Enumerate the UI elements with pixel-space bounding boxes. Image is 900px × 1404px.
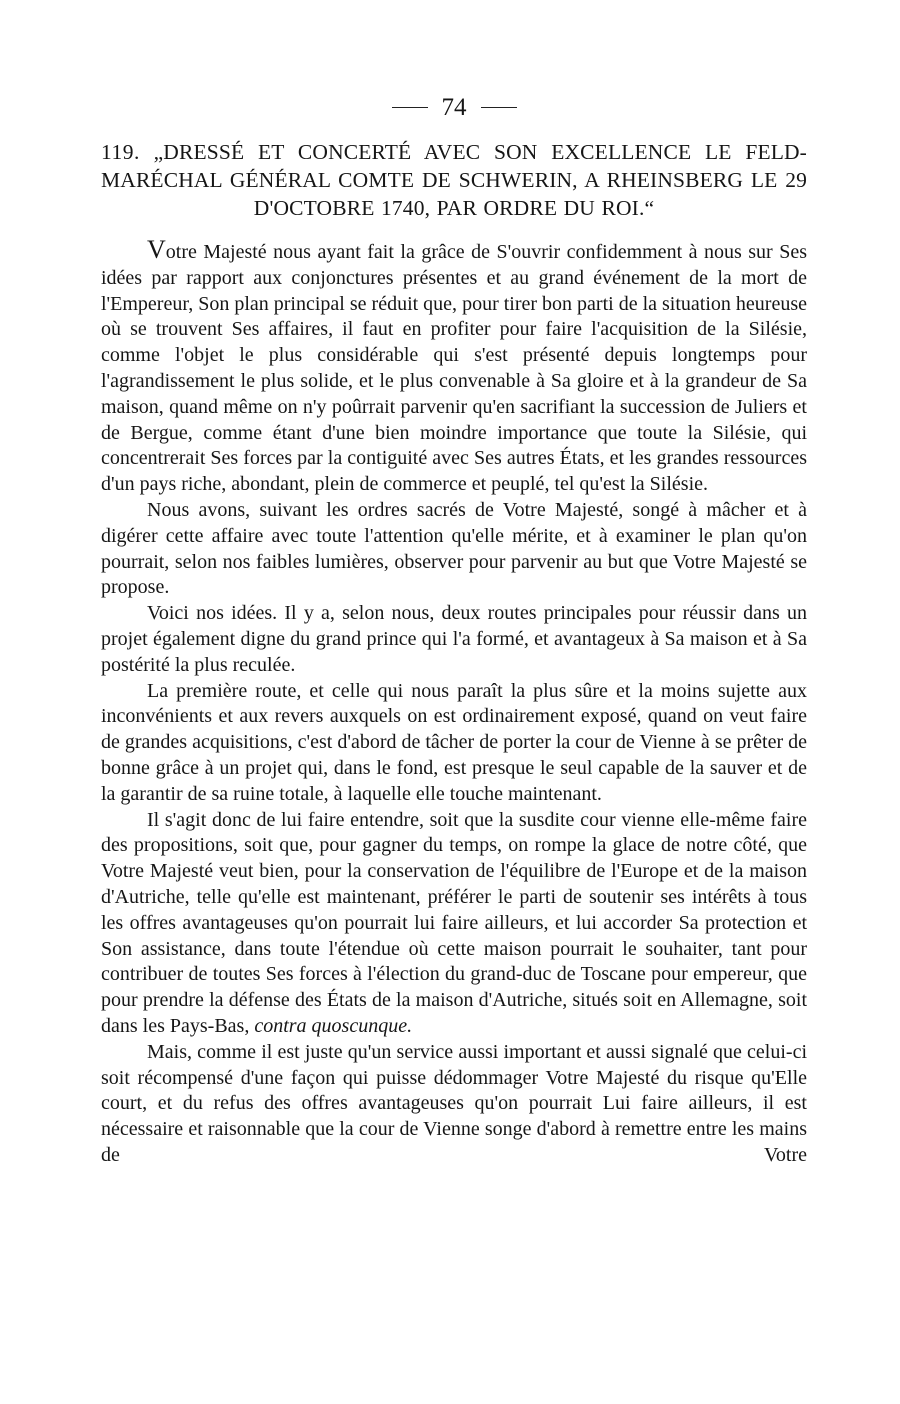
- paragraph-3: Voici nos idées. Il y a, selon nous, deux routes principales pour réussir dans un projet également digne du grand prince qui l'a formé, et avantageux à Sa maison et à Sa postérité la plus reculée.: [101, 602, 807, 676]
- italic-phrase: contra quoscunque.: [254, 1014, 413, 1037]
- body-text: [101, 235, 807, 1169]
- paragraph-5-text: Il s'agit donc de lui faire entendre, soit que la susdite cour vienne elle-même faire des propositions, soit que, pour gagner du temps, on rompe la glace de notre côté, que Votre Majesté veut bien, pour la conservation de l'équilibre de l'Europe et de la maison d'Autriche, telle qu'elle est maintenant, préférer le parti de soutenir ses intérêts à tous les offres avantageuses qu'on pourrait lui faire ailleurs, et lui accorder Sa protection et Son assistance, dans toute l'étendue où cette maison pourrait le souhaiter, tant pour contribuer de toutes Ses forces à l'élection du grand-duc de Toscane pour empereur, que pour prendre la défense des États de la maison d'Autriche, situés soit en Allemagne, soit dans les Pays-Bas,: [101, 808, 807, 1037]
- section-heading: [101, 138, 807, 222]
- section-number: 119.: [101, 140, 140, 164]
- page-header: [101, 92, 807, 126]
- paragraph-6: Mais, comme il est juste qu'un service aussi important et aussi signalé que celui-ci soit récompensé d'une façon qui puisse dédommager Votre Majesté du risque qu'Elle court, et du refus des offres avantageuses qu'on pourrait Lui faire ailleurs, il est nécessaire et raisonnable que la cour de Vienne songe d'abord à remettre entre les mains de Votre: [101, 1040, 807, 1166]
- initial-letter: V: [147, 235, 166, 264]
- paragraph-1: [101, 235, 807, 498]
- page: [101, 92, 807, 1169]
- paragraph-5: [101, 808, 807, 1040]
- paragraph-4: La première route, et celle qui nous paraît la plus sûre et la moins sujette aux inconvénients et aux revers auxquels on est ordinairement exposé, quand on veut faire de grandes acquisitions, c'est d'abord de tâcher de porter la cour de Vienne à se prêter de bonne grâce à un projet qui, dans le fond, est presque le seul capable de la sauver et de la garantir de sa ruine totale, à laquelle elle touche maintenant.: [101, 679, 807, 805]
- paragraph-2: Nous avons, suivant les ordres sacrés de Votre Majesté, songé à mâcher et à digérer cette affaire avec toute l'attention qu'elle mérite, et à examiner le plan qu'on pourrait, selon nos faibles lumières, observer pour parvenir au but que Votre Majesté se propose.: [101, 498, 807, 599]
- header-dash-right: [481, 107, 517, 108]
- section-title: „DRESSÉ ET CONCERTÉ AVEC SON EXCELLENCE LE FELD-MARÉCHAL GÉNÉRAL COMTE DE SCHWERIN, A RHEINSBERG LE 29 D'OCTOBRE 1740, PAR ORDRE DU ROI.“: [101, 140, 807, 220]
- page-number: 74: [441, 94, 467, 121]
- paragraph-1-text: otre Majesté nous ayant fait la grâce de S'ouvrir confidemment à nous sur Ses idées par rapport aux conjonctures présentes et au grand événement de la mort de l'Empereur, Son plan principal se réduit que, pour tirer bon parti de la situation heureuse où se trouvent Ses affaires, il faut en profiter pour faire l'acquisition de la Silésie, comme l'objet le plus considérable qui s'est présenté depuis longtemps pour l'agrandissement le plus solide, et le plus convenable à Sa gloire et à la grandeur de Sa maison, quand même on n'y poûrrait parvenir qu'en sacrifiant la succession de Juliers et de Bergue, comme étant d'une bien moindre importance que toute la Silésie, qui concentrerait Ses forces par la contiguité avec Ses autres États, et les grandes ressources d'un pays riche, abondant, plein de commerce et peuplé, tel qu'est la Silésie.: [101, 241, 807, 496]
- header-dash-left: [392, 107, 428, 108]
